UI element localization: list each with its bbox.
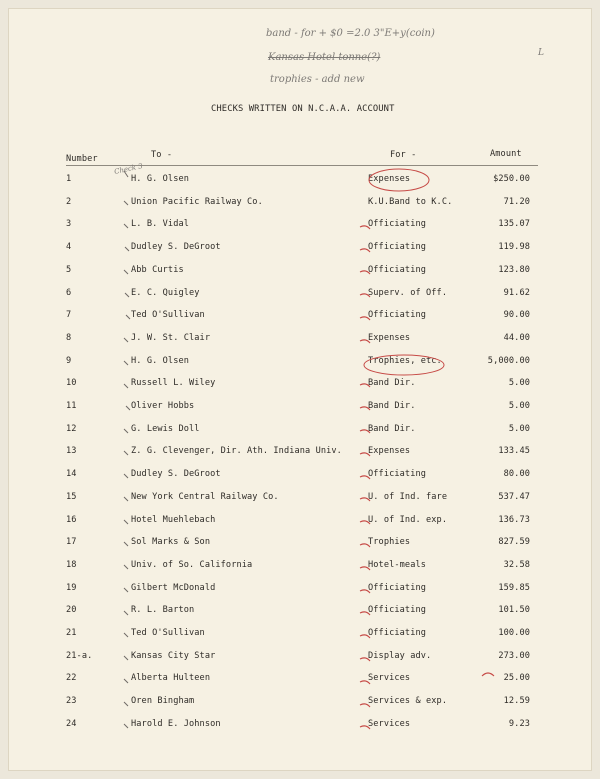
row-number: 7: [66, 310, 72, 321]
row-purpose: Officiating: [368, 264, 427, 275]
row-purpose: Services: [368, 673, 411, 684]
row-purpose: Services: [368, 718, 411, 729]
row-payee: Russell L. Wiley: [131, 378, 216, 389]
row-purpose: Expenses: [368, 446, 411, 457]
row-amount: 9.23: [508, 718, 530, 729]
row-amount: 119.98: [498, 242, 530, 253]
row-number: 3: [66, 219, 72, 230]
table-row: [8, 424, 592, 438]
row-payee: G. Lewis Doll: [131, 423, 200, 434]
table-row: [8, 719, 592, 733]
row-purpose: U. of Ind. exp.: [368, 514, 448, 525]
table-row: [8, 673, 592, 687]
row-amount: 91.62: [503, 287, 530, 298]
row-payee: Univ. of So. California: [131, 559, 253, 570]
column-header-amount: Amount: [490, 149, 522, 159]
document-page: [8, 8, 592, 771]
row-purpose: Band Dir.: [368, 378, 416, 389]
row-purpose: Officiating: [368, 582, 427, 593]
row-purpose: Officiating: [368, 628, 427, 638]
row-amount: 273.00: [498, 650, 530, 661]
row-amount: 827.59: [498, 537, 530, 548]
row-payee: New York Central Railway Co.: [131, 491, 279, 502]
table-row: [8, 288, 592, 302]
row-number: 24: [66, 718, 77, 729]
row-number: 15: [66, 491, 77, 502]
row-payee: Dudley S. DeGroot: [131, 242, 221, 253]
row-payee: Hotel Muehlebach: [131, 514, 216, 525]
handwritten-note: band - for + $0 =2.0 3"E+y(coin): [266, 28, 435, 39]
table-row: [8, 651, 592, 665]
row-payee: R. L. Barton: [131, 605, 195, 616]
table-row: [8, 446, 592, 460]
row-amount: 123.80: [498, 264, 530, 275]
row-number: 4: [66, 242, 72, 253]
table-row: [8, 628, 592, 642]
row-payee: Ted O'Sullivan: [131, 628, 205, 638]
row-amount: $250.00: [493, 174, 530, 184]
row-purpose: Services & exp.: [368, 696, 448, 707]
table-row: [8, 560, 592, 574]
row-payee: E. C. Quigley: [131, 287, 200, 298]
row-purpose: Hotel-meals: [368, 559, 427, 570]
table-row: [8, 401, 592, 415]
row-number: 9: [66, 355, 72, 366]
table-row: [8, 310, 592, 324]
table-row: [8, 469, 592, 483]
row-purpose: Officiating: [368, 242, 427, 253]
column-header-number: Number: [66, 154, 98, 164]
row-number: 5: [66, 264, 72, 275]
row-amount: 25.00: [503, 673, 530, 684]
row-amount: 12.59: [503, 696, 530, 707]
row-purpose: Expenses: [368, 174, 411, 184]
column-header-for: For -: [390, 150, 417, 160]
row-payee: Sol Marks & Son: [131, 537, 211, 548]
row-number: 22: [66, 673, 77, 684]
row-purpose: Officiating: [368, 310, 427, 321]
row-number: 11: [66, 401, 77, 411]
table-row: [8, 696, 592, 710]
row-amount: 135.07: [498, 219, 530, 230]
table-row: [8, 537, 592, 551]
row-number: 10: [66, 378, 77, 389]
row-payee: Dudley S. DeGroot: [131, 469, 221, 480]
row-amount: 159.85: [498, 582, 530, 593]
table-row: [8, 356, 592, 370]
row-amount: 101.50: [498, 605, 530, 616]
row-purpose: Officiating: [368, 605, 427, 616]
handwritten-note: Check 3: [113, 162, 144, 176]
row-number: 16: [66, 514, 77, 525]
row-number: 1: [66, 174, 72, 184]
row-number: 20: [66, 605, 77, 616]
row-payee: J. W. St. Clair: [131, 332, 211, 343]
row-number: 18: [66, 559, 77, 570]
row-payee: Kansas City Star: [131, 650, 216, 661]
row-purpose: Display adv.: [368, 650, 432, 661]
row-purpose: Officiating: [368, 219, 427, 230]
table-row: [8, 174, 592, 188]
row-payee: H. G. Olsen: [131, 355, 190, 366]
row-amount: 5,000.00: [487, 355, 530, 366]
row-number: 6: [66, 287, 72, 298]
row-payee: Oren Bingham: [131, 696, 195, 707]
row-amount: 5.00: [508, 423, 530, 434]
row-payee: Gilbert McDonald: [131, 582, 216, 593]
page-title: CHECKS WRITTEN ON N.C.A.A. ACCOUNT: [211, 104, 395, 114]
handwritten-note: Kansas Hotel tonne(?): [268, 52, 381, 63]
row-amount: 133.45: [498, 446, 530, 457]
table-row: [8, 605, 592, 619]
table-row: [8, 333, 592, 347]
table-row: [8, 197, 592, 211]
table-row: [8, 378, 592, 392]
row-purpose: K.U.Band to K.C.: [368, 196, 453, 207]
row-payee: H. G. Olsen: [131, 174, 190, 184]
row-amount: 136.73: [498, 514, 530, 525]
row-number: 12: [66, 423, 77, 434]
row-payee: Harold E. Johnson: [131, 718, 221, 729]
row-purpose: U. of Ind. fare: [368, 491, 448, 502]
row-purpose: Trophies, etc.: [368, 355, 442, 366]
row-number: 2: [66, 196, 72, 207]
row-number: 21-a.: [66, 650, 93, 661]
column-header-to: To -: [151, 150, 173, 160]
row-amount: 5.00: [508, 378, 530, 389]
row-amount: 71.20: [503, 196, 530, 207]
row-number: 23: [66, 696, 77, 707]
row-number: 17: [66, 537, 77, 548]
handwritten-note: trophies - add new: [270, 74, 365, 85]
row-payee: Union Pacific Railway Co.: [131, 196, 263, 207]
row-payee: L. B. Vidal: [131, 219, 190, 230]
table-row: [8, 515, 592, 529]
row-purpose: Officiating: [368, 469, 427, 480]
row-number: 8: [66, 332, 72, 343]
row-purpose: Superv. of Off.: [368, 287, 448, 298]
row-amount: 44.00: [503, 332, 530, 343]
row-purpose: Band Dir.: [368, 401, 416, 411]
row-number: 19: [66, 582, 77, 593]
row-purpose: Band Dir.: [368, 423, 416, 434]
row-amount: 5.00: [508, 401, 530, 411]
row-purpose: Expenses: [368, 332, 411, 343]
row-payee: Ted O'Sullivan: [131, 310, 205, 321]
page-mark: L: [538, 48, 544, 58]
row-amount: 90.00: [503, 310, 530, 321]
row-amount: 537.47: [498, 491, 530, 502]
row-number: 21: [66, 628, 77, 638]
table-row: [8, 219, 592, 233]
table-row: [8, 583, 592, 597]
row-payee: Abb Curtis: [131, 264, 184, 275]
row-amount: 100.00: [498, 628, 530, 638]
row-payee: Alberta Hulteen: [131, 673, 211, 684]
row-amount: 32.58: [503, 559, 530, 570]
row-purpose: Trophies: [368, 537, 411, 548]
row-amount: 80.00: [503, 469, 530, 480]
table-row: [8, 265, 592, 279]
row-number: 13: [66, 446, 77, 457]
table-row: [8, 492, 592, 506]
row-payee: Z. G. Clevenger, Dir. Ath. Indiana Univ.: [131, 446, 342, 457]
row-payee: Oliver Hobbs: [131, 401, 195, 411]
row-number: 14: [66, 469, 77, 480]
table-row: [8, 242, 592, 256]
